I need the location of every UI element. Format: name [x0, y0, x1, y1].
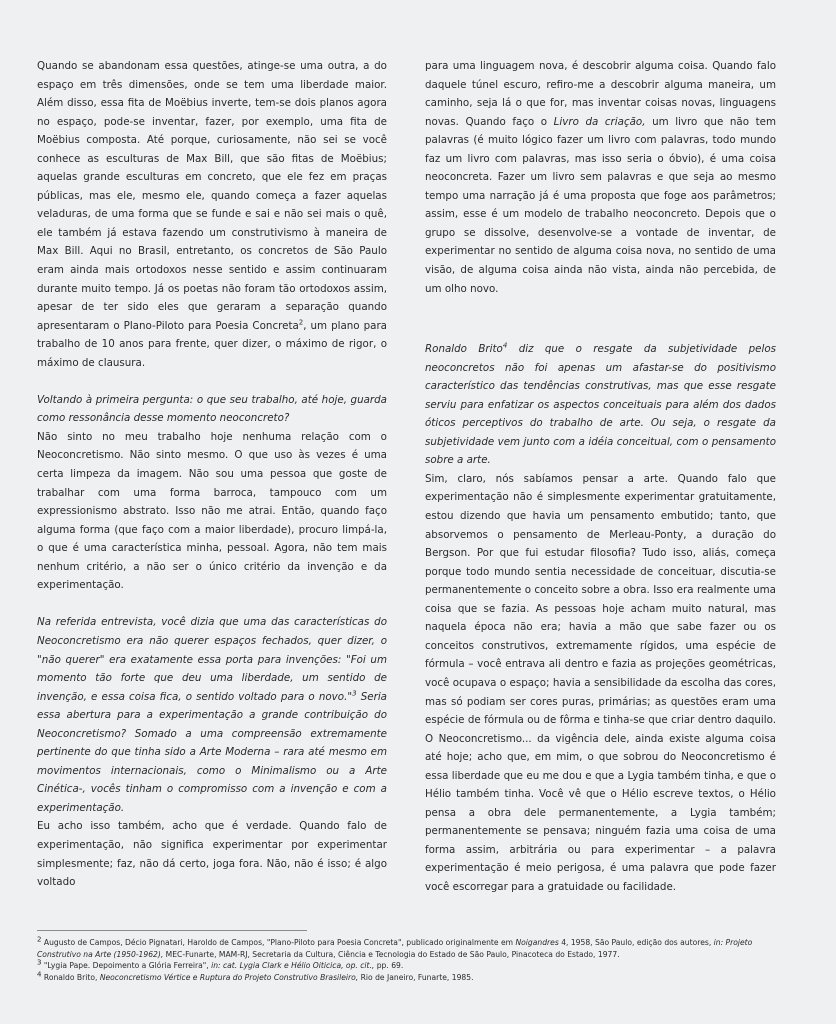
footnote-ref-3: 3: [352, 689, 357, 698]
footnote-4: $^4$ Ronaldo Brito, Neoconcretismo Vértice e Ruptura do Projeto Construtivo Brasileiro, Rio de Janeiro, Funarte, 1985.: [37, 970, 474, 983]
spacer: [37, 372, 387, 391]
footnote-ref-2: 2: [298, 318, 304, 327]
right-column: [425, 57, 776, 897]
footnote-divider: [37, 930, 307, 931]
answer-pensar-arte: Sim, claro, nós sabíamos pensar a arte. Quando falo que experimentação não é simplesmente experimentar gratuitamente, estou dizendo que havia um pensamento embutido; tanto, que absorvemos o pensamento de Merleau-Ponty, a duração do Bergson. Por que fui estudar filosofia? Tudo isso, aliás, começa porque todo mundo sentia necessidade de conceituar, discutia-se permanentemente o conceito sobre a obra. Isso era realmente uma coisa que se fazia. As pessoas hoje acham muito natural, mas naquela época não era; havia a mão que sabe fazer ou os conceitos construtivos, extremamente rígidos, uma espécie de fórmula – você entrava ali dentro e fazia as projeções geométricas, você ocupava o espaço; havia a sensibilidade da escolha das cores, mas só podiam ser cores puras, primárias; as questões eram uma espécie de fórmula ou de fôrma e tinha-se que criar dentro daquilo. O Neoconcretismo... da vigência dele, ainda existe alguma coisa até hoje; acho que, em mim, o que sobrou do Neoconcretismo é essa liberdade que eu me dou e que a Lygia também tinha, e que o Hélio também tinha. Você vê que o Hélio escreve textos, o Hélio pensa a obra dele permanentemente, a Lygia também; permanentemente se pensava; ninguém fazia uma coisa de uma forma assim, arbitrária ou para experimentar – a palavra experimentação é meio perigosa, é uma palavra que pode fazer você escorregar para a gratuidade ou facilidade.: [425, 472, 776, 893]
spacer: [425, 298, 776, 340]
book-title: Livro da criação,: [553, 115, 646, 128]
footnotes: [37, 937, 777, 984]
footnote-3: $^3$ "Lygia Pape. Depoimento a Glória Ferreira", in: cat. Lygia Clark e Hélio Oiticica, op. cit., pp. 69.: [37, 958, 404, 971]
question-experimentation: Na referida entrevista, você dizia que uma das características do Neoconcretismo era não querer espaços fechados, quer dizer, o "não querer" era exatamente essa porta para invenções: "Foi um momento tão forte que deu uma liberdade, um sentido de invenção, e essa coisa fica, o sentido voltado para o novo."$^3$ Seria essa abertura para a experimentação a grande contribuição do Neoconcretismo? Somado a uma compreensão extremamente pertinente do que tinha sido a Arte Moderna – rara até mesmo em movimentos internacionais, como o Minimalismo ou a Arte Cinética-, vocês tinham o compromisso com a invenção e com a experimentação.: [37, 616, 387, 814]
paragraph-max-bill: Quando se abandonam essa questões, atinge-se uma outra, a do espaço em três dimensões, onde se tem uma liberdade maior. Além disso, essa fita de Moëbius inverte, tem-se dois planos agora no espaço, pode-se inventar, fazer, por exemplo, uma fita de Moëbius composta. Até porque, curiosamente, não sei se você conhece as esculturas de Max Bill, que são fitas de Moëbius; aquelas grande esculturas em concreto, que ele fez em praças públicas, mas ele, mesmo ele, quando começa a fazer aquelas veladuras, de uma forma que se funde e sai e não sei mais o quê, ele também já estava fazendo um construtivismo à maneira de Max Bill. Aqui no Brasil, entretanto, os concretos de São Paulo eram ainda mais ortodoxos nesse sentido e assim continuaram durante muito tempo. Já os poetas não foram tão ortodoxos assim, apesar de ter sido eles que geraram a separação quando apresentaram o Plano-Piloto para Poesia Concreta$^2$, um plano para trabalho de 10 anos para frente, quer dizer, o máximo de rigor, o máximo de clausura.: [37, 60, 387, 369]
answer-experimentation: Eu acho isso também, acho que é verdade. Quando falo de experimentação, não significa experimentar por experimentar simplesmente; faz, não dá certo, joga fora. Não, não é isso; é algo voltado: [37, 820, 387, 889]
footnote-2: $^2$ Augusto de Campos, Décio Pignatari, Haroldo de Campos, "Plano-Piloto para Poesia Concreta", publicado originalmente em Noigandres 4, 1958, São Paulo, edição dos autores, in: Projeto Construtivo na Arte (1950-1962), MEC-Funarte, MAM-RJ, Secretaria da Cultura, Ciência e Tecnologia do Estado de São Paulo, Pinacoteca do Estado, 1977.: [37, 935, 753, 959]
footnote-ref-4: 4: [502, 341, 508, 350]
spacer: [37, 595, 387, 614]
left-column: [37, 57, 387, 892]
question-first: Voltando à primeira pergunta: o que seu trabalho, até hoje, guarda como ressonância desse momento neoconcreto?: [37, 393, 387, 425]
answer-first: Não sinto no meu trabalho hoje nenhuma relação com o Neoconcretismo. Não sinto mesmo. O que uso às vezes é uma certa limpeza da imagem. Não sou uma pessoa que goste de trabalhar com uma forma barroca, tampouco com um expressionismo abstrato. Isso não me atrai. Então, quando faço alguma forma (que faço com a maior liberdade), procuro limpá-la, o que é uma característica minha, pessoal. Agora, não tem mais nenhum critério, a não ser o único critério da invenção e da experimentação.: [37, 430, 387, 592]
paragraph-livro-criacao: para uma linguagem nova, é descobrir alguma coisa. Quando falo daquele túnel escuro, refiro-me a descobrir alguma maneira, um caminho, seja lá o que for, mas inventar coisas novas, linguagens novas. Quando faço o Livro da criação, um livro que não tem palavras (é muito lógico fazer um livro com palavras, todo mundo faz um livro com palavras, mas isso seria o óbvio), é uma coisa neoconcreta. Fazer um livro sem palavras e que seja ao mesmo tempo uma narração já é uma proposta que foge aos parâmetros; assim, esse é um modelo de trabalho neoconcreto. Depois que o grupo se dissolve, desenvolve-se a vontade de inventar, de experimentar no sentido de alguma coisa nova, no sentido de uma visão, de alguma coisa ainda não vista, ainda não percebida, de um olho novo.: [425, 60, 776, 295]
question-ronaldo-brito: Ronaldo Brito$^4$ diz que o resgate da subjetividade pelos neoconcretos não foi apenas um afastar-se do positivismo característico das tendências construtivas, mas que esse resgate serviu para enfatizar os aspectos conceituais para além dos dados óticos perceptivos do trabalho de arte. Ou seja, o resgate da subjetividade vem junto com a idéia conceitual, com o pensamento sobre a arte.: [425, 341, 776, 467]
